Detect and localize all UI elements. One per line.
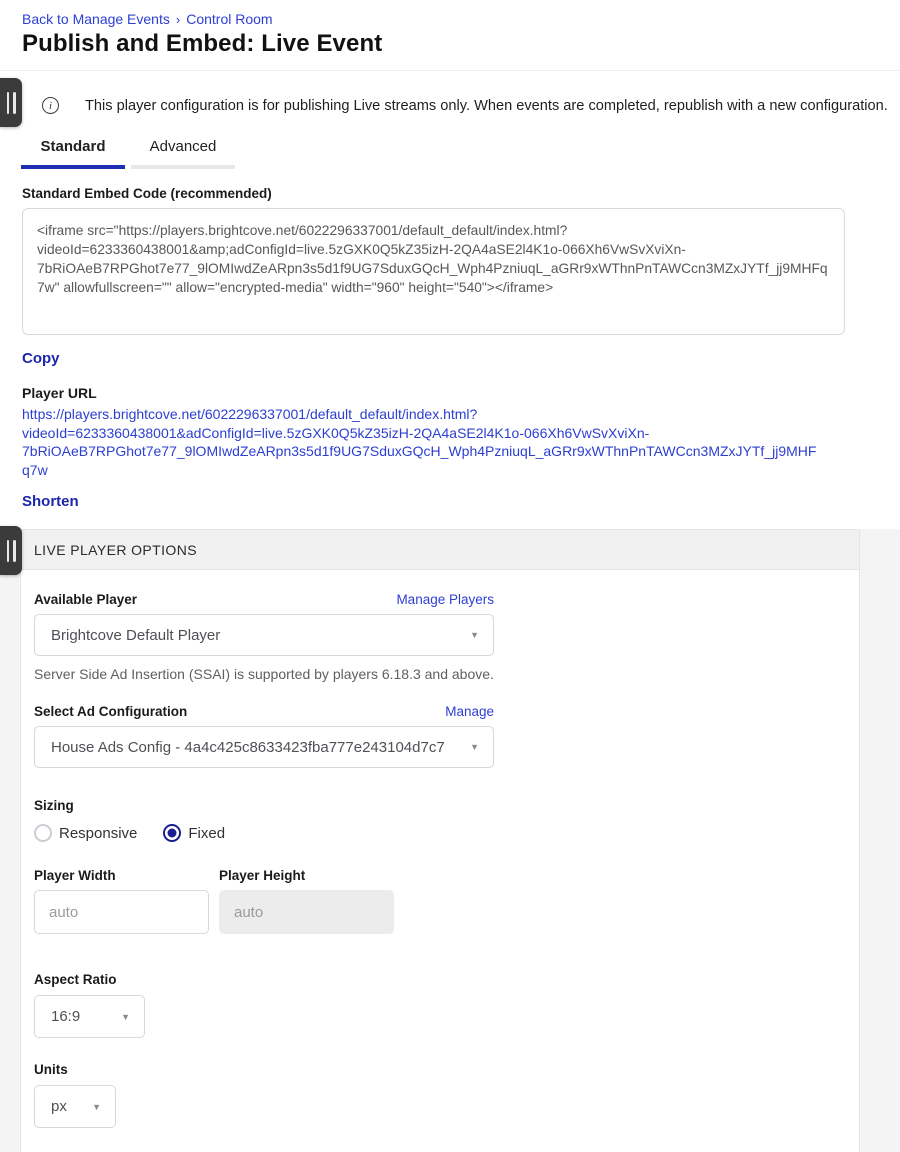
- player-url-link[interactable]: https://players.brightcove.net/6022296337001/default_default/index.html?videoId=6233360438001&adConfigId=live.5zGXK0Q5kZ35izH-2QA4aSE2l4K1o-066Xh6VwSvXviXn-7bRiOAeB7RPGhot7e77_9lOMIwdZeARpn3s5d1f9UG7SduxGQcH_Wph4PzniuqL_aGRr9xWThnPnTAWCcn3MZxJYTf_jj9MHFq7w: [22, 406, 817, 478]
- drag-handle-icon: [7, 92, 10, 114]
- sizing-option-responsive-label: Responsive: [59, 824, 138, 842]
- ssai-help-text: Server Side Ad Insertion (SSAI) is supported by players 6.18.3 and above.: [34, 666, 494, 682]
- tab-standard[interactable]: Standard: [21, 138, 125, 169]
- copy-button[interactable]: Copy: [22, 347, 60, 370]
- publish-embed-panel: [0, 0, 900, 529]
- ad-configuration-label: Select Ad Configuration: [34, 704, 188, 719]
- drag-handle-icon: [13, 540, 16, 562]
- player-width-label: Player Width: [34, 868, 116, 883]
- player-height-label: Player Height: [219, 868, 306, 883]
- available-player-label: Available Player: [34, 592, 138, 607]
- drag-handle-icon: [7, 540, 10, 562]
- ad-configuration-group: [34, 704, 494, 768]
- ad-configuration-select[interactable]: [34, 726, 494, 768]
- notice-text: This player configuration is for publishing Live streams only. When events are completed, republish with a new configuration.: [85, 97, 888, 114]
- chevron-down-icon: ▼: [121, 1011, 130, 1022]
- player-dimensions-group: [34, 868, 846, 934]
- page-header: [0, 0, 900, 71]
- available-player-select[interactable]: [34, 614, 494, 656]
- units-value: px: [51, 1098, 67, 1115]
- tab-advanced[interactable]: Advanced: [131, 138, 235, 169]
- embed-code-textarea[interactable]: [22, 208, 845, 335]
- breadcrumb-back-link[interactable]: Back to Manage Events: [22, 11, 170, 27]
- available-player-group: [34, 592, 494, 682]
- live-publish-notice: [0, 97, 900, 114]
- aspect-ratio-select[interactable]: [34, 995, 145, 1038]
- side-panel-toggle-middle[interactable]: [0, 526, 22, 575]
- radio-icon: [163, 824, 181, 842]
- chevron-down-icon: ▼: [470, 742, 479, 752]
- aspect-ratio-label: Aspect Ratio: [34, 972, 117, 987]
- live-player-options-body: [21, 592, 859, 1152]
- ad-configuration-value: House Ads Config - 4a4c425c8633423fba777e243104d7c7: [51, 738, 445, 756]
- aspect-ratio-value: 16:9: [51, 1008, 81, 1025]
- sizing-option-fixed[interactable]: [163, 824, 225, 842]
- units-select[interactable]: [34, 1085, 116, 1128]
- breadcrumb-current-link[interactable]: Control Room: [186, 11, 273, 27]
- player-url-label: Player URL: [22, 385, 97, 401]
- shorten-button[interactable]: Shorten: [22, 490, 79, 513]
- available-player-value: Brightcove Default Player: [51, 626, 221, 644]
- player-width-input[interactable]: [34, 890, 209, 934]
- sizing-label: Sizing: [34, 798, 74, 813]
- info-icon: i: [42, 97, 59, 114]
- page-title: Publish and Embed: Live Event: [22, 30, 383, 57]
- radio-icon: [34, 824, 52, 842]
- drag-handle-icon: [13, 92, 16, 114]
- chevron-down-icon: ▼: [92, 1101, 101, 1112]
- sizing-option-responsive[interactable]: [34, 824, 137, 842]
- manage-players-link[interactable]: Manage Players: [396, 592, 494, 607]
- live-player-options-card: [20, 529, 860, 1152]
- sizing-option-fixed-label: Fixed: [188, 824, 226, 842]
- manage-ad-config-link[interactable]: Manage: [445, 704, 494, 719]
- chevron-down-icon: ▼: [470, 630, 479, 640]
- sizing-radio-group: [34, 824, 846, 842]
- side-panel-toggle-top[interactable]: [0, 78, 22, 127]
- embed-tabs: [21, 138, 900, 169]
- breadcrumb-separator-icon: ›: [175, 12, 181, 27]
- units-label: Units: [34, 1062, 68, 1077]
- embed-code-label: Standard Embed Code (recommended): [22, 186, 272, 201]
- player-height-input: [219, 890, 394, 934]
- live-player-options-header: LIVE PLAYER OPTIONS: [21, 530, 859, 570]
- breadcrumb: [22, 11, 880, 27]
